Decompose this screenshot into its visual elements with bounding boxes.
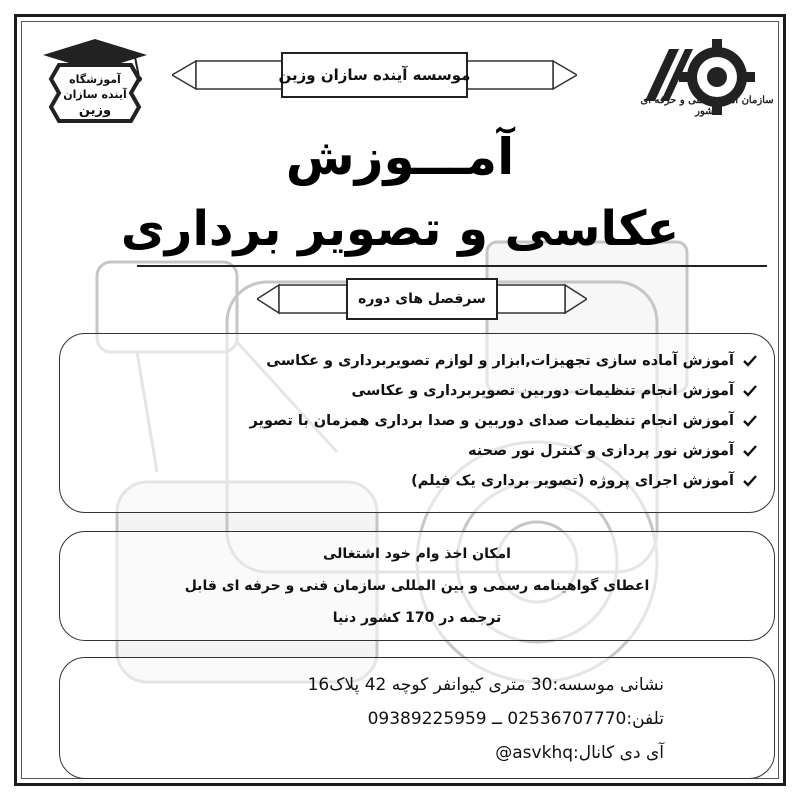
graduation-cap-emblem-icon (35, 35, 153, 133)
checkmark-icon (742, 413, 758, 429)
institute-name: موسسه آینده سازان وزین (278, 66, 471, 84)
contact-box (59, 657, 775, 779)
phone-text: تلفن:02536707770 ــ 09389225959 (367, 709, 664, 729)
left-logo-text-1: آموزشگاه (69, 73, 121, 86)
topic-text: آموزش انجام تنظیمات صدای دوربین و صدا برداری همزمان با تصویر (249, 413, 734, 429)
flyer (14, 14, 786, 786)
list-item (250, 436, 758, 466)
benefits-list (60, 538, 774, 634)
checkmark-icon (742, 473, 758, 489)
left-logo-text-3: وزین (78, 103, 112, 118)
list-item (250, 466, 758, 496)
gear-emblem-icon (635, 39, 765, 139)
list-item (250, 346, 758, 376)
list-item (250, 406, 758, 436)
left-logo-text-2: آینده سازان (63, 88, 127, 101)
contact-info (308, 668, 664, 770)
list-item (250, 376, 758, 406)
topic-text: آموزش آماده سازی تجهیزات,ابزار و لوازم تصویربرداری و عکاسی (266, 353, 734, 369)
benefit-translation: ترجمه در 170 کشور دنیا (332, 610, 502, 626)
checkmark-icon (742, 383, 758, 399)
benefits-box (59, 531, 775, 641)
course-topics-list (250, 346, 758, 496)
title-divider (137, 265, 767, 267)
benefit-loan: امکان اخذ وام خود اشتغالی (323, 546, 511, 562)
topic-text: آموزش اجرای پروژه (تصویر برداری یک فیلم) (411, 473, 734, 489)
institute-ribbon (172, 47, 577, 103)
checkmark-icon (742, 353, 758, 369)
title-line-1: آمـــوزش (285, 128, 515, 186)
address-text: نشانی موسسه:30 متری کیوانفر کوچه 42 پلاک16 (307, 675, 664, 695)
right-logo-caption: سازمان آموزش فنی و حرفه ای کشور (640, 95, 774, 117)
course-topics-box (59, 333, 775, 513)
channel-id-text: آی دی کانال:asvkhq@ (495, 743, 664, 763)
course-topics-heading: سرفصل های دوره (358, 291, 486, 307)
checkmark-icon (742, 443, 758, 459)
benefit-certificate: اعطای گواهینامه رسمی و بین المللی سازمان فنی و حرفه ای قابل (184, 578, 650, 594)
title-line-2: عکاسی و تصویر برداری (120, 201, 680, 257)
topic-text: آموزش نور پردازی و کنترل نور صحنه (467, 443, 734, 459)
topic-text: آموزش انجام تنظیمات دوربین تصویربرداری و عکاسی (351, 383, 734, 399)
course-topics-ribbon (257, 275, 587, 323)
